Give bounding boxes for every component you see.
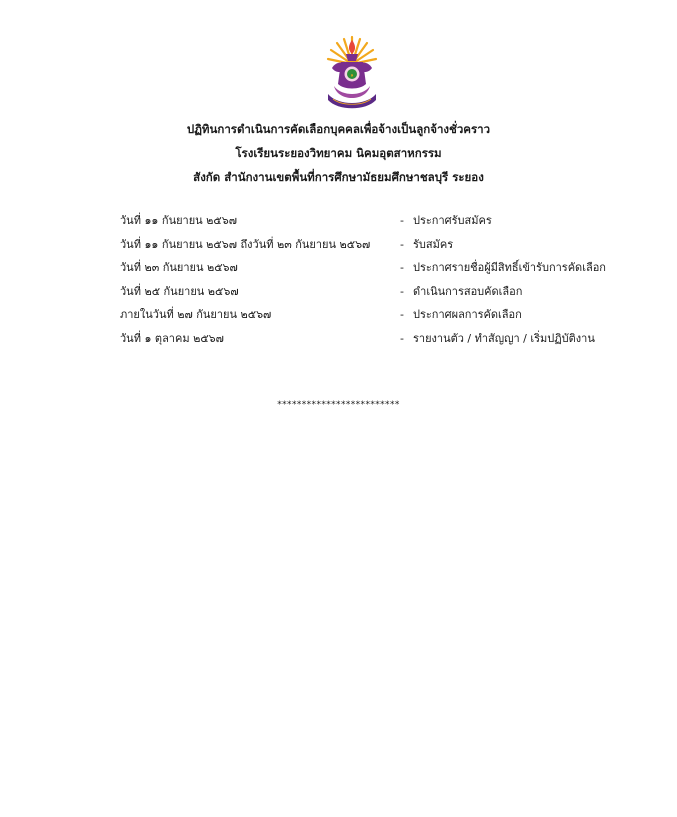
office-affiliation: สังกัด สำนักงานเขตพื้นที่การศึกษามัธยมศึกษาชลบุรี ระยอง [193,170,484,184]
schedule-dash: - [400,214,404,227]
schedule-event: ประกาศรายชื่อผู้มีสิทธิ์เข้ารับการคัดเลือก [413,261,606,274]
schedule-row [0,284,677,308]
svg-text:๑: ๑ [350,72,354,79]
schedule-date: วันที่ ๑ ตุลาคม ๒๕๖๗ [120,331,224,345]
schedule-row [0,307,677,331]
schedule-date: ภายในวันที่ ๒๗ กันยายน ๒๕๖๗ [120,308,272,321]
schedule-event: รายงานตัว / ทำสัญญา / เริ่มปฏิบัติงาน [413,331,595,345]
schedule-event: ดำเนินการสอบคัดเลือก [413,284,523,298]
schedule-date: วันที่ ๑๑ กันยายน ๒๕๖๗ [120,214,237,227]
schedule-dash: - [400,237,404,251]
schedule-event: ประกาศผลการคัดเลือก [413,308,522,321]
schedule-list [0,213,677,354]
schedule-event: รับสมัคร [413,237,454,251]
schedule-row [0,213,677,237]
schedule-row [0,331,677,355]
schedule-date: วันที่ ๒๓ กันยายน ๒๕๖๗ [120,261,238,274]
document-title: ปฏิทินการดำเนินการคัดเลือกบุคคลเพื่อจ้างเป็นลูกจ้างชั่วคราว [186,122,491,136]
schedule-date: วันที่ ๑๑ กันยายน ๒๕๖๗ ถึงวันที่ ๒๓ กันยายน ๒๕๖๗ [120,237,371,251]
schedule-dash: - [400,261,404,274]
schedule-dash: - [400,284,404,298]
schedule-row [0,260,677,284]
school-emblem-icon [322,34,382,112]
schedule-event: ประกาศรับสมัคร [413,214,492,227]
schedule-row [0,237,677,261]
schedule-dash: - [400,308,404,321]
school-name: โรงเรียนระยองวิทยาคม นิคมอุตสาหกรรม [235,146,442,160]
section-divider: ************************* [277,400,400,410]
schedule-dash: - [400,331,404,345]
schedule-date: วันที่ ๒๕ กันยายน ๒๕๖๗ [120,284,239,298]
